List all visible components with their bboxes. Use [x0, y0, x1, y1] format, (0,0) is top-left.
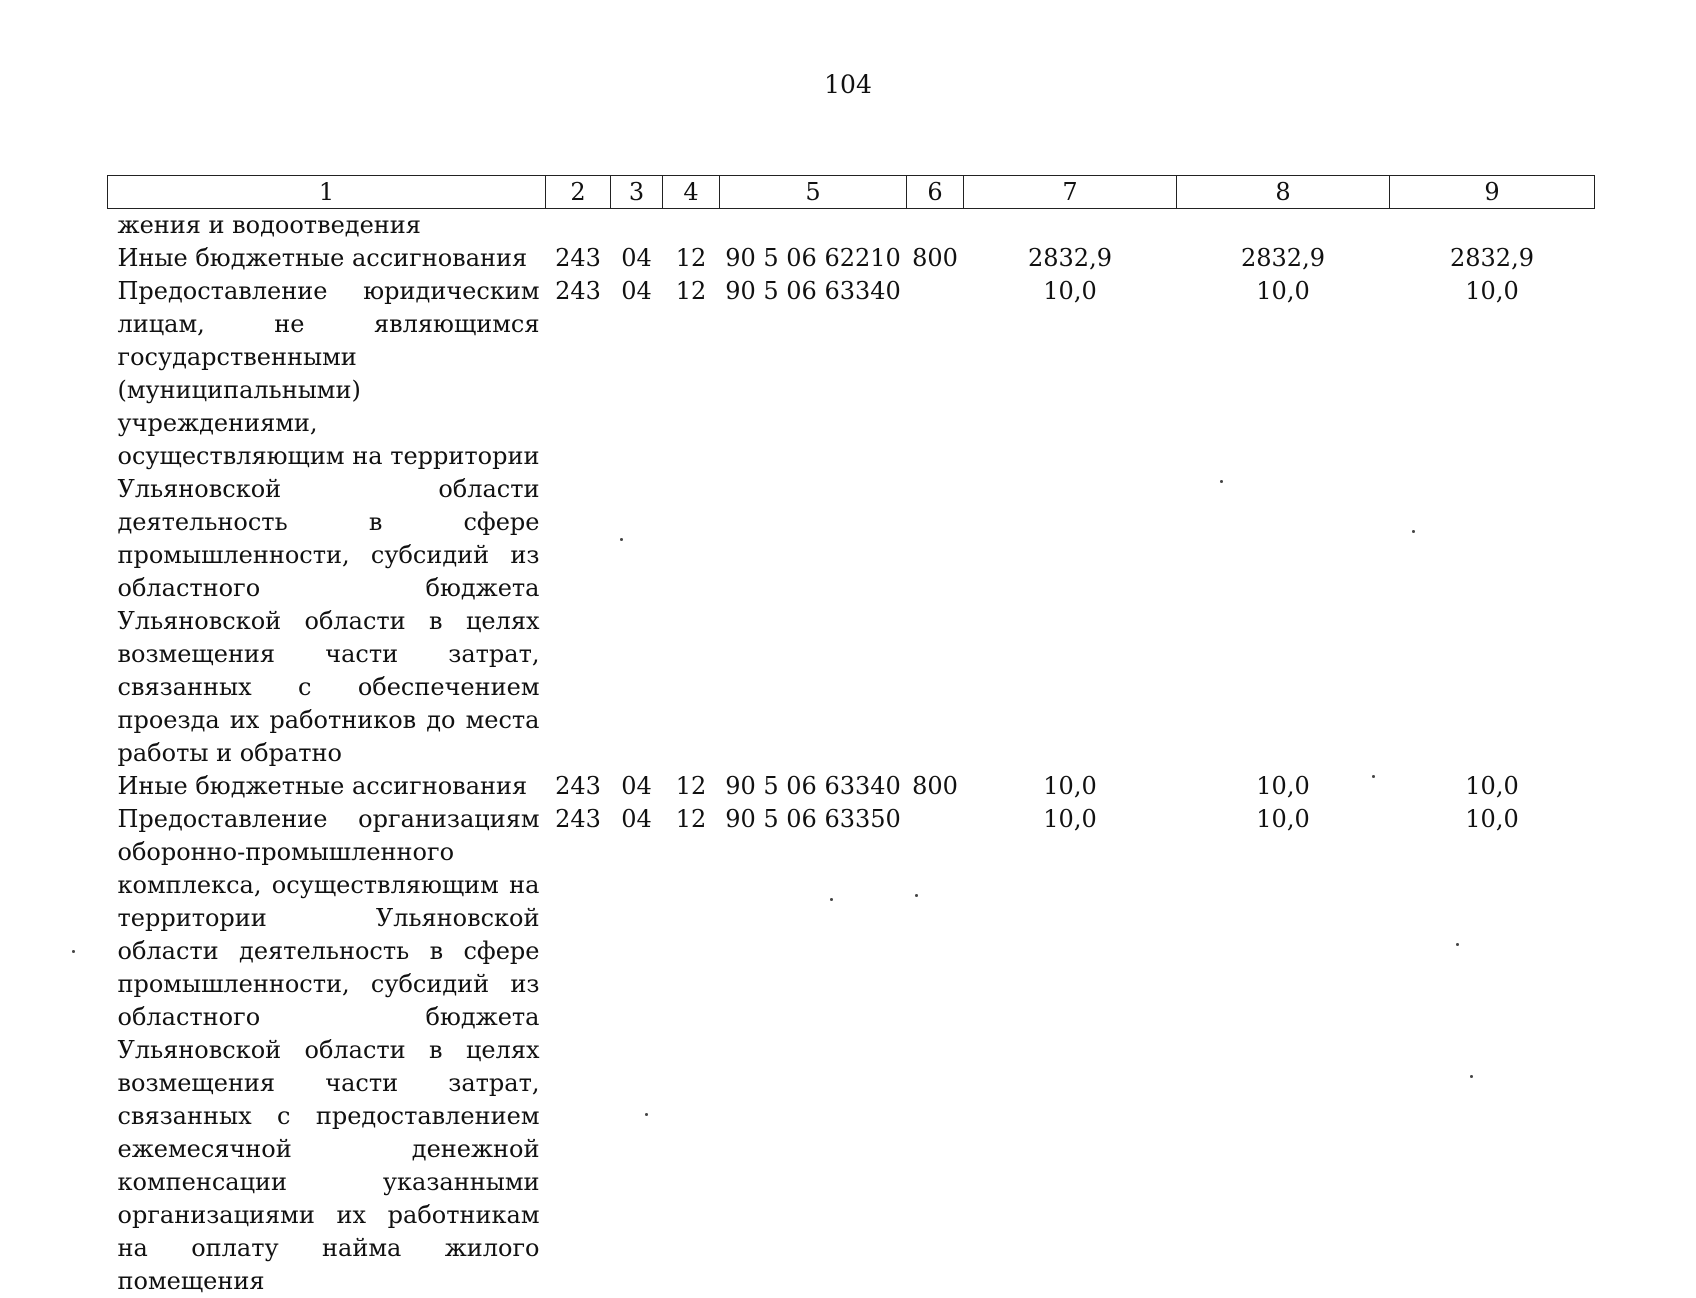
- cell-col4: 12: [675, 772, 707, 800]
- cell-col6: [907, 803, 964, 1298]
- header-cell: 4: [663, 176, 720, 209]
- header-cell: 6: [907, 176, 964, 209]
- cell-col2: 243: [555, 277, 601, 305]
- scan-speck: [915, 894, 918, 897]
- scan-speck: [1470, 1075, 1473, 1078]
- cell-col4: 12: [675, 277, 707, 305]
- table-row: [108, 803, 1595, 1298]
- scan-speck: [1220, 480, 1223, 483]
- cell-col7: 2832,9: [1028, 244, 1112, 272]
- cell-col3: 04: [621, 244, 652, 272]
- cell-col2: 243: [555, 244, 601, 272]
- cell-col8: 10,0: [1256, 805, 1310, 833]
- header-cell: 9: [1390, 176, 1595, 209]
- cell-col7: 10,0: [1043, 277, 1097, 305]
- scan-speck: [645, 1113, 648, 1116]
- cell-col5: 90 5 06 63350: [725, 805, 901, 833]
- cell-col5: 90 5 06 63340: [725, 772, 901, 800]
- header-row: [108, 176, 1595, 209]
- scan-speck: [1372, 775, 1375, 778]
- cell-col9: 2832,9: [1450, 244, 1534, 272]
- cell-col7: 10,0: [1043, 805, 1097, 833]
- cell-col8: 10,0: [1256, 277, 1310, 305]
- row-description: Иные бюджетные ассигнования: [117, 244, 528, 272]
- cell-col6: 800: [912, 772, 958, 800]
- cell-col9: 10,0: [1465, 772, 1519, 800]
- scan-speck: [620, 538, 623, 541]
- cell-col6: [907, 209, 964, 243]
- cell-col7: [964, 209, 1177, 243]
- cell-col9: 10,0: [1465, 277, 1519, 305]
- cell-col8: 10,0: [1256, 772, 1310, 800]
- cell-col4: 12: [675, 244, 707, 272]
- row-description: Предоставление организациям оборонно-промышленного комплекса, осуществляющим на территории Ульяновской области деятельность в сфере промышленности, субсидий из областного бюджета Ульяновской области в целях возмещения части затрат, связанных с предоставлением ежемесячной денежной компенсации указанными организациями их работникам на оплату найма жилого помещения: [117, 805, 540, 1295]
- row-description: Предоставление юридическим лицам, не являющимся государственными (муниципальными) учреждениями, осуществляющим на территории Ульяновской области деятельность в сфере промышленности, субсидий из областного бюджета Ульяновской области в целях возмещения части затрат, связанных с обеспечением проезда их работников до места работы и обратно: [117, 277, 540, 767]
- cell-col8: 2832,9: [1241, 244, 1325, 272]
- cell-col2: [546, 209, 611, 243]
- cell-col5: 90 5 06 63340: [725, 277, 901, 305]
- header-cell: 8: [1177, 176, 1390, 209]
- scan-speck: [830, 898, 833, 901]
- row-description: Иные бюджетные ассигнования: [117, 772, 528, 800]
- scan-speck: [1412, 530, 1415, 533]
- table-row: [108, 209, 1595, 243]
- cell-col3: 04: [621, 772, 652, 800]
- cell-col4: [663, 209, 720, 243]
- cell-col5: [720, 209, 907, 243]
- cell-col3: 04: [621, 805, 652, 833]
- table-row: [108, 242, 1595, 275]
- cell-col8: [1177, 209, 1390, 243]
- cell-col3: [611, 209, 663, 243]
- cell-col2: 243: [555, 772, 601, 800]
- header-cell: 1: [108, 176, 546, 209]
- header-cell: 2: [546, 176, 611, 209]
- budget-table: [107, 175, 1595, 1298]
- cell-col6: [907, 275, 964, 770]
- cell-col5: 90 5 06 62210: [725, 244, 901, 272]
- header-cell: 7: [964, 176, 1177, 209]
- cell-col9: 10,0: [1465, 805, 1519, 833]
- cell-col9: [1390, 209, 1595, 243]
- page-number: 104: [824, 70, 872, 99]
- header-cell: 5: [720, 176, 907, 209]
- cell-col6: 800: [912, 244, 958, 272]
- scan-speck: [72, 950, 75, 953]
- scan-speck: [1456, 943, 1459, 946]
- cell-col3: 04: [621, 277, 652, 305]
- table-row: [108, 275, 1595, 770]
- cell-col7: 10,0: [1043, 772, 1097, 800]
- header-cell: 3: [611, 176, 663, 209]
- row-description: жения и водоотведения: [117, 211, 421, 239]
- cell-col2: 243: [555, 805, 601, 833]
- cell-col4: 12: [675, 805, 707, 833]
